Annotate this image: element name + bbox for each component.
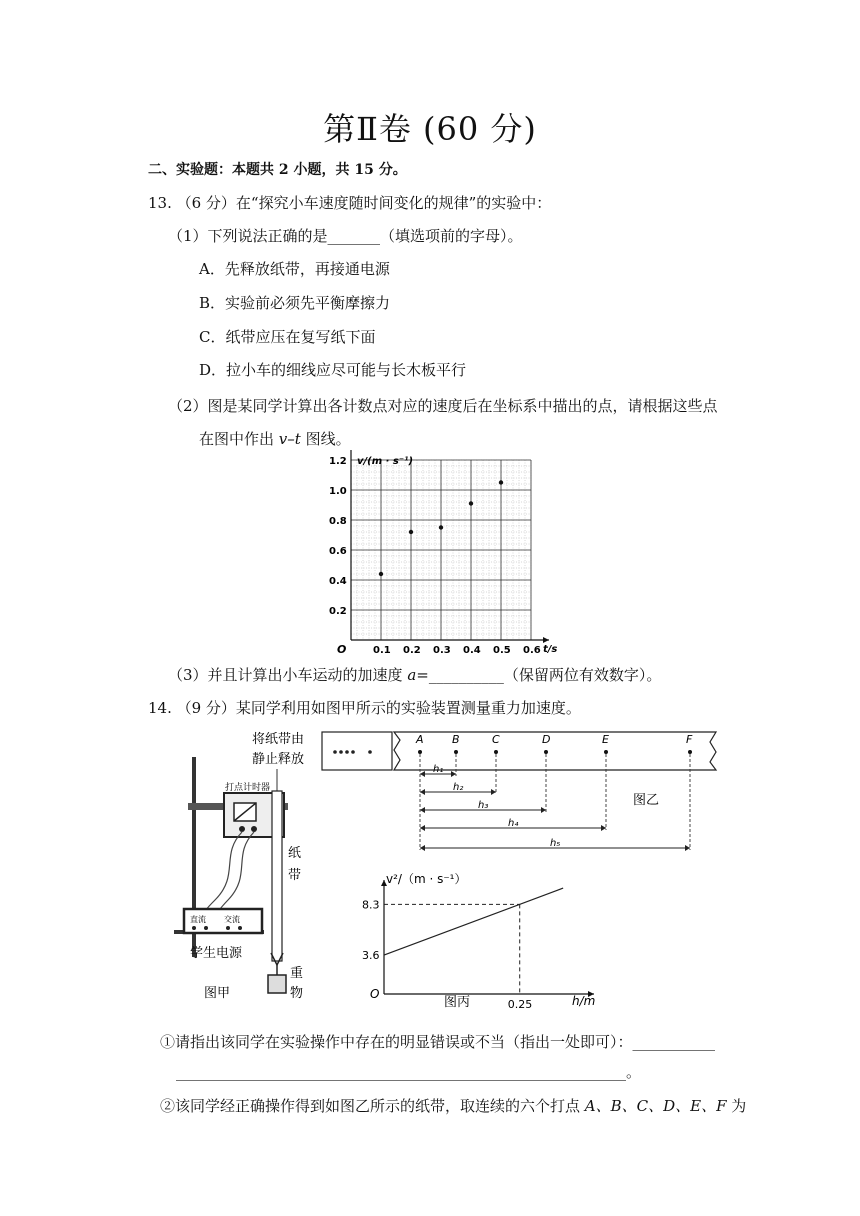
question-14-item-1-line-1: ①请指出该同学在实验操作中存在的明显错误或不当（指出一处即可）：___________ (160, 1033, 716, 1051)
dim-arrow (420, 825, 425, 831)
vt-y-tick-label: 0.6 (329, 546, 347, 557)
bing-origin-label: O (370, 987, 380, 1001)
option-b: B．实验前必须先平衡摩擦力 (199, 294, 391, 312)
question-14-stem: 14. （9 分）某同学利用如图甲所示的实验装置测量重力加速度。 (148, 699, 581, 717)
vt-origin-label: O (337, 643, 347, 656)
release-label-line-1: 将纸带由 (252, 732, 305, 747)
paper-part-title: 第Ⅱ卷 (60 分) (323, 110, 537, 148)
dim-arrow (451, 771, 456, 777)
question-14-item-1-line-2: ____________________________________________________________。 (176, 1063, 642, 1081)
tape-dot (544, 750, 548, 754)
vt-data-point (469, 501, 473, 505)
vt-y-tick-label: 0.4 (329, 576, 347, 587)
dim-arrow (541, 807, 546, 813)
tape-dot (604, 750, 608, 754)
vt-data-point (439, 525, 443, 529)
vt-y-tick-label: 1.2 (329, 456, 347, 467)
vt-y-tick-label: 0.2 (329, 606, 347, 617)
paper-tape (272, 791, 282, 961)
question-13-stem: 13. （6 分）在“探究小车速度随时间变化的规律”的实验中： (148, 194, 552, 212)
wire (202, 832, 242, 917)
option-d: D．拉小车的细线应尽可能与长木板平行 (199, 361, 467, 379)
tape-point-label: D (542, 733, 551, 746)
bing-x-axis-label: h/m (572, 994, 596, 1008)
timer-terminal-icon (251, 826, 257, 832)
vt-chart (315, 450, 565, 662)
vt-y-tick-label: 1.0 (329, 486, 347, 497)
figure-jia-caption: 图甲 (204, 986, 231, 1001)
option-c: C．纸带应压在复写纸下面 (199, 328, 376, 346)
question-13-part-2-line-1: （2）图是某同学计算出各计数点对应的速度后在坐标系中描出的点，请根据这些点 (168, 397, 718, 415)
vt-x-tick-label: 0.3 (433, 645, 451, 656)
tape-dot (454, 750, 458, 754)
bing-x-tick-label: 0.25 (507, 998, 533, 1008)
bing-plot (362, 880, 594, 1008)
vt-x-tick-label: 0.4 (463, 645, 481, 656)
bing-y-tick-label: 3.6 (362, 949, 380, 963)
power-supply-label: 学生电源 (190, 946, 243, 961)
vt-y-axis-label: v/(m · s⁻¹) (357, 456, 414, 467)
dim-label: h₅ (550, 838, 561, 849)
vt-x-tick-label: 0.1 (373, 645, 391, 656)
dim-arrow (601, 825, 606, 831)
tape-point-label: C (492, 733, 500, 746)
section-heading: 二、实验题：本题共 2 小题，共 15 分。 (148, 162, 407, 178)
dim-arrow (420, 807, 425, 813)
tape-point-label: A (416, 733, 424, 746)
dim-arrow (420, 845, 425, 851)
weight-block (268, 975, 286, 993)
wire (216, 832, 254, 917)
weight-label-line-1: 重 (290, 966, 304, 981)
question-13-part-3: （3）并且计算出小车运动的加速度 a=__________（保留两位有效数字）。 (168, 666, 662, 684)
tape-left-segment (322, 732, 392, 770)
figure-yi-tape (320, 728, 730, 858)
dim-label: h₃ (478, 800, 489, 811)
question-13-part-2-line-2: 在图中作出 v–t 图线。 (199, 430, 351, 448)
vt-axes (348, 450, 549, 643)
tape-point-label: E (602, 733, 609, 746)
figure-yi-caption: 图乙 (633, 793, 660, 808)
vt-x-tick-label: 0.5 (493, 645, 511, 656)
figure-bing-chart (350, 868, 610, 1008)
figure-jia-apparatus (170, 725, 320, 1005)
tape-point-label: B (452, 733, 460, 746)
vt-x-tick-label: 0.2 (403, 645, 421, 656)
power-ac-label: 交流 (224, 915, 240, 924)
timer-terminal-icon (239, 826, 245, 832)
question-14-item-2: ②该同学经正确操作得到如图乙所示的纸带，取连续的六个打点 A、B、C、D、E、F 为 (160, 1097, 747, 1115)
dim-arrow (420, 771, 425, 777)
question-13-part-1: （1）下列说法正确的是_______（填选项前的字母）。 (168, 227, 523, 245)
timer-label: 打点计时器 (225, 783, 271, 793)
vt-data-point (379, 572, 383, 576)
tape-label-line-1: 纸 (288, 846, 302, 861)
dim-label: h₂ (453, 782, 464, 793)
dim-label: h₄ (508, 818, 519, 829)
dim-arrow (491, 789, 496, 795)
vt-x-tick-label: 0.6 (523, 645, 541, 656)
bing-y-tick-label: 8.3 (362, 898, 380, 912)
power-dc-label: 直流 (190, 915, 206, 924)
tape-point-label: F (686, 733, 693, 746)
figure-bing-caption: 图丙 (444, 995, 471, 1008)
tape-dot (418, 750, 422, 754)
option-a: A．先释放纸带，再接通电源 (199, 260, 390, 278)
tape-label-line-2: 带 (288, 868, 302, 883)
tape-dot (688, 750, 692, 754)
dim-label: h₁ (433, 764, 444, 775)
vt-grid (351, 460, 531, 640)
bing-fit-line (384, 888, 563, 955)
bing-y-axis-label: v²/（m · s⁻¹） (386, 872, 467, 886)
dim-arrow (685, 845, 690, 851)
vt-x-axis-label: t/s (543, 644, 558, 655)
weight-label-line-2: 物 (290, 986, 304, 1001)
vt-data-point (499, 480, 503, 484)
vt-data-point (409, 530, 413, 534)
release-label-line-2: 静止释放 (252, 752, 305, 767)
vt-y-tick-label: 0.8 (329, 516, 347, 527)
vt-x-arrow (543, 637, 549, 643)
dim-arrow (420, 789, 425, 795)
tape-dot (494, 750, 498, 754)
